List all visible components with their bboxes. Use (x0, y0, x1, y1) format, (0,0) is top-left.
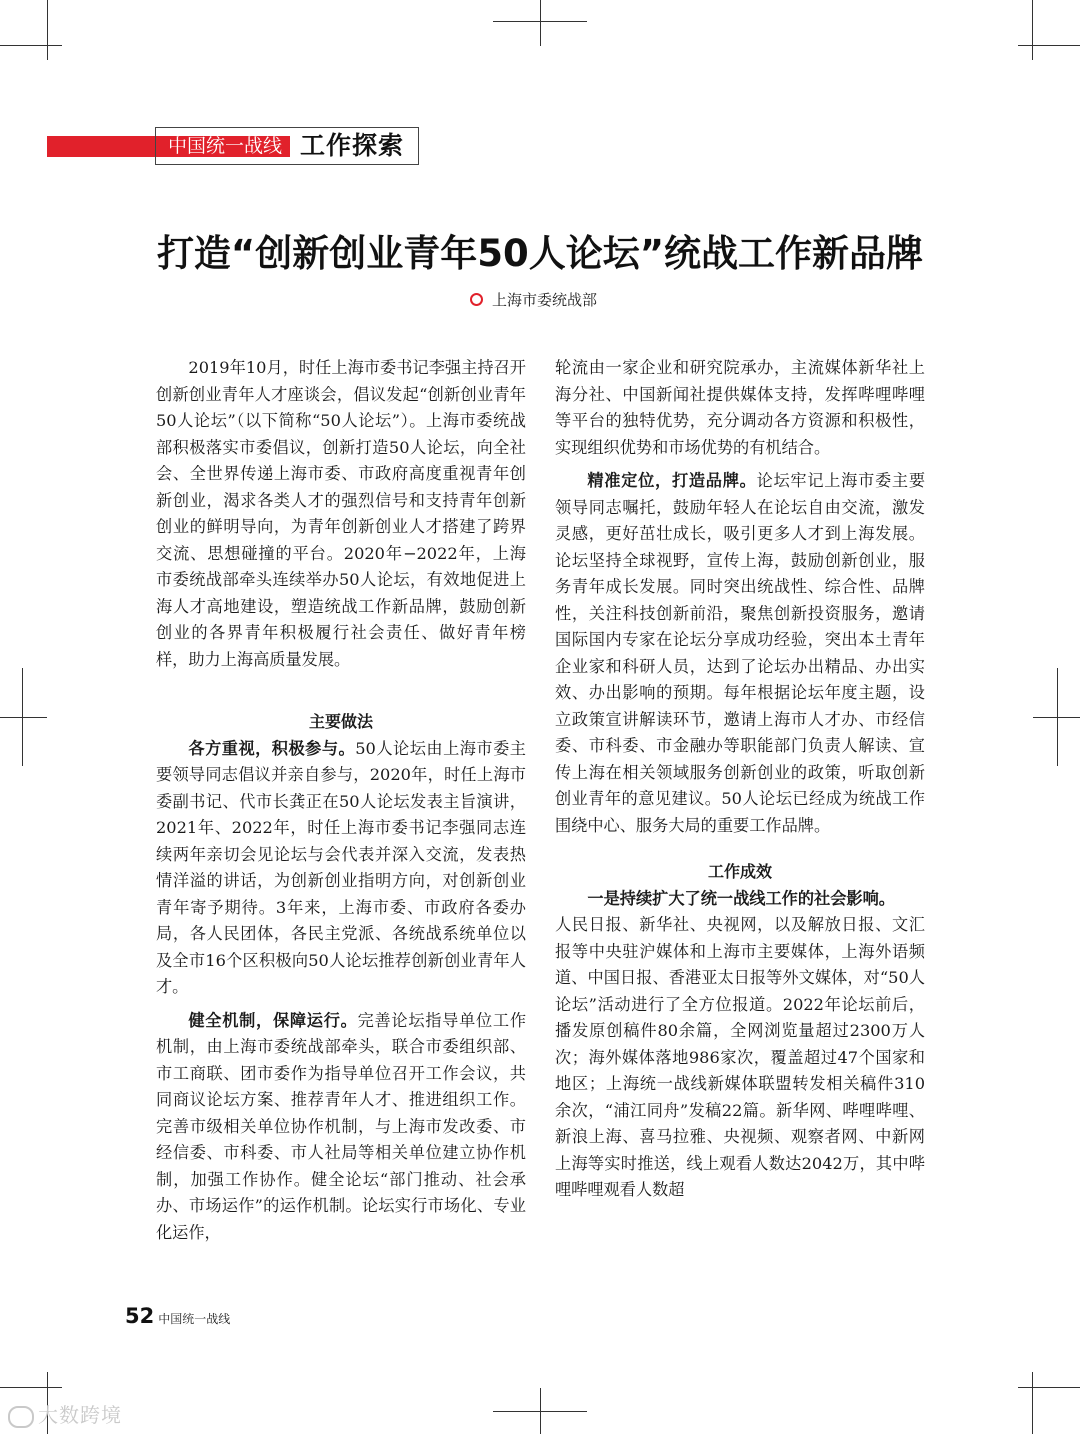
crop-mark (1032, 1372, 1033, 1434)
article-title: 打造“创新创业青年50人论坛”统战工作新品牌 (156, 232, 924, 275)
crop-mark (1018, 45, 1080, 46)
sub-heading: 一是持续扩大了统一战线工作的社会影响。 (587, 888, 895, 908)
crop-mark (47, 0, 48, 60)
registration-mark (540, 0, 541, 46)
registration-mark (1057, 668, 1058, 766)
body-paragraph (156, 736, 526, 1001)
paragraph-text: 完善论坛指导单位工作机制，由上海市委统战部牵头，联合市委组织部、市工商联、团市委作为指导单位召开工作会议，共同商议论坛方案、推荐青年人才、推进组织工作。完善市级相关单位协作机制，与上海市发改委、市经信委、市科委、市人社局等相关单位建立协作机制，加强工作协作。健全论坛“部门推动、社会承办、市场运作”的运作机制。论坛实行市场化、专业化运作， (156, 1010, 527, 1242)
paragraph-lead: 各方重视，积极参与。 (188, 738, 356, 758)
speech-bubble-icon (8, 1406, 34, 1428)
watermark-text: 大数跨境 (38, 1403, 122, 1427)
paragraph-lead: 精准定位，打造品牌。 (587, 471, 757, 490)
section-heading: 工作成效 (707, 862, 772, 881)
paragraph-text: 论坛牢记上海市委主要领导同志嘱托，鼓励年轻人在论坛自由交流，激发灵感，更好茁壮成长，吸引更多人才到上海发展。论坛坚持全球视野，宣传上海，鼓励创新创业，服务青年成长发展。同时突出统战性、综合性、品牌性，关注科技创新前沿，聚焦创新投资服务，邀请国际国内专家在论坛分享成功经验，突出本土青年企业家和科研人员，达到了论坛办出精品、办出实效、办出影响的预期。每年根据论坛年度主题，设立政策宣讲解读环节，邀请上海市人才办、市经信委、市科委、市金融办等职能部门负责人解读、宣传上海在相关领域服务创新创业的政策，听取创新创业青年的意见建议。50人论坛已经成为统战工作围绕中心、服务大局的重要工作品牌。 (555, 471, 926, 835)
crop-mark (0, 45, 62, 46)
body-paragraph: 人民日报、新华社、央视网，以及解放日报、文汇报等中央驻沪媒体和上海市主要媒体，上海外语频道、中国日报、香港亚太日报等外文媒体，对“50人论坛”活动进行了全方位报道。2022年论坛前后，播发原创稿件80余篇，全网浏览量超过2300万人次；海外媒体落地986家次，覆盖超过47个国家和地区；上海统一战线新媒体联盟转发相关稿件310余次，“浦江同舟”发稿22篇。新华网、哔哩哔哩、新浪上海、喜马拉雅、央视频、观察者网、中新网上海等实时推送，线上观看人数达2042万，其中哔哩哔哩观看人数超 (555, 915, 925, 1199)
crop-mark (1018, 1387, 1080, 1388)
ring-icon (470, 293, 483, 306)
crop-mark (0, 1387, 62, 1388)
section-title: 工作探索 (300, 131, 405, 160)
section-heading: 主要做法 (308, 712, 373, 731)
section-label: 中国统一战线 (167, 135, 282, 157)
watermark (8, 1402, 122, 1428)
paragraph-text: 50人论坛由上海市委主要领导同志倡议并亲自参与，2020年，时任上海市委副书记、代市长龚正在50人论坛发表主旨演讲，2021年、2022年，时任上海市委书记李强同志连续两年亲切会见论坛与会代表并深入交流，发表热情洋溢的讲话，为创新创业指明方向，对创新创业青年寄予期待。3年来，上海市委、市政府各委办局，各人民团体，各民主党派、各统战系统单位以及全市16个区积极向50人论坛推荐创新创业青年人才。 (156, 738, 526, 996)
left-column (156, 355, 526, 1246)
intro-paragraph: 2019年10月，时任上海市委书记李强主持召开创新创业青年人才座谈会，倡议发起“创新创业青年50人论坛”（以下简称“50人论坛”）。上海市委统战部积极落实市委倡议，创新打造50人论坛，向全社会、全世界传递上海市委、市政府高度重视青年创新创业，渴求各类人才的强烈信号和支持青年创新创业的鲜明导向，为青年创新创业人才搭建了跨界交流、思想碰撞的平台。2020年−2022年，上海市委统战部牵头连续举办50人论坛，有效地促进上海人才高地建设，塑造统战工作新品牌，鼓励创新创业的各界青年积极履行社会责任、做好青年榜样，助力上海高质量发展。 (156, 358, 526, 669)
registration-mark (22, 668, 23, 766)
page-number: 52 (125, 1304, 155, 1328)
paragraph-lead: 健全机制，保障运行。 (188, 1010, 358, 1030)
right-column (555, 355, 925, 1204)
registration-mark (0, 717, 47, 718)
body-paragraph (555, 468, 925, 839)
byline (470, 289, 597, 311)
continued-paragraph: 轮流由一家企业和研究院承办，主流媒体新华社上海分社、中国新闻社提供媒体支持，发挥哔哩哔哩等平台的独特优势，充分调动各方资源和积极性，实现组织优势和市场优势的有机结合。 (555, 358, 925, 457)
body-paragraph (156, 1008, 526, 1247)
byline-text: 上海市委统战部 (492, 291, 598, 309)
magazine-name: 中国统一战线 (158, 1312, 231, 1326)
crop-mark (1032, 0, 1033, 60)
registration-mark (540, 1388, 541, 1434)
page-footer (125, 1302, 230, 1330)
